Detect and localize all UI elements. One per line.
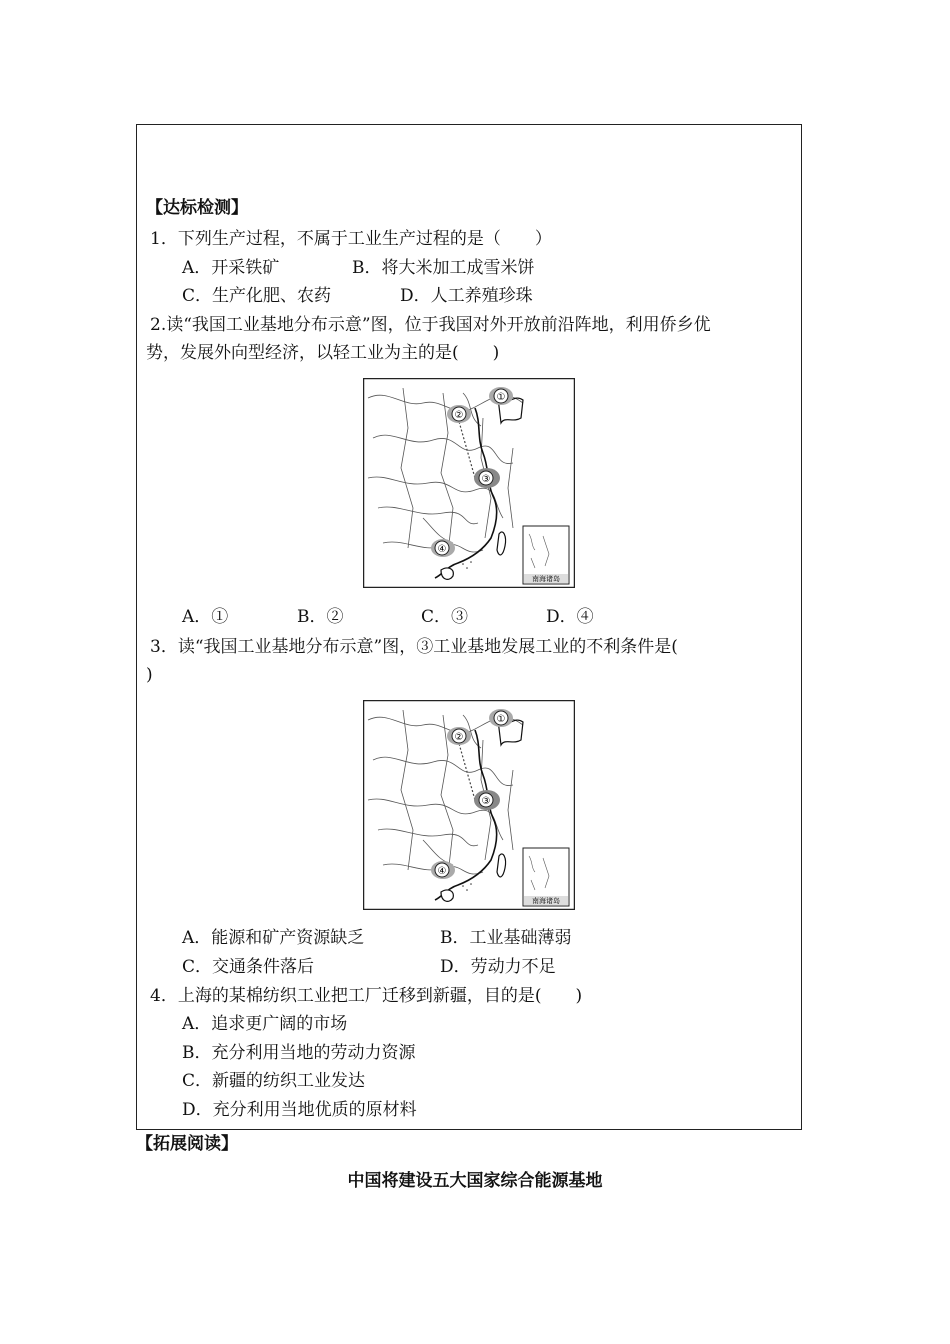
marker-4: ④: [437, 866, 447, 877]
q4-stem: 4．上海的某棉纺织工业把工厂迁移到新疆，目的是( ): [150, 986, 583, 1006]
q1-option-a: A．开采铁矿: [182, 258, 280, 278]
inset-label: 南海诸岛: [532, 575, 560, 583]
marker-1: ①: [496, 714, 506, 725]
q1-option-b: B．将大米加工成雪米饼: [352, 258, 535, 278]
extended-reading-title: 【拓展阅读】: [136, 1134, 238, 1154]
china-industrial-base-map-1: [363, 378, 575, 588]
article-title: 中国将建设五大国家综合能源基地: [347, 1171, 603, 1191]
marker-3: ③: [481, 474, 491, 485]
china-industrial-base-map-2: [363, 700, 575, 910]
marker-1: ①: [496, 392, 506, 403]
marker-2: ②: [454, 410, 464, 421]
q3-option-d: D．劳动力不足: [440, 957, 556, 977]
marker-3: ③: [481, 796, 491, 807]
q3-option-b: B．工业基础薄弱: [440, 928, 572, 948]
q4-option-d: D．充分利用当地优质的原材料: [182, 1100, 417, 1120]
q3-option-a: A．能源和矿产资源缺乏: [182, 928, 365, 948]
q4-option-b: B．充分利用当地的劳动力资源: [182, 1043, 416, 1063]
q2-option-b: B．②: [297, 607, 344, 627]
q3-option-c: C．交通条件落后: [182, 957, 315, 977]
marker-2: ②: [454, 732, 464, 743]
q1-option-c: C．生产化肥、农药: [182, 286, 332, 306]
q2-stem-line1: 2.读“我国工业基地分布示意”图，位于我国对外开放前沿阵地，利用侨乡优: [150, 315, 711, 335]
q4-option-c: C．新疆的纺织工业发达: [182, 1071, 366, 1091]
q2-option-a: A．①: [182, 607, 229, 627]
inset-label: 南海诸岛: [532, 897, 560, 905]
q3-stem-line1: 3．读“我国工业基地分布示意”图，③工业基地发展工业的不利条件是(: [150, 637, 678, 657]
q1-stem: 1．下列生产过程，不属于工业生产过程的是（ ）: [150, 229, 552, 249]
marker-4: ④: [437, 544, 447, 555]
q2-stem-line2: 势，发展外向型经济，以轻工业为主的是( ): [146, 343, 500, 363]
q4-option-a: A．追求更广阔的市场: [182, 1014, 348, 1034]
q3-stem-line2: ): [146, 665, 153, 685]
q2-option-c: C．③: [421, 607, 469, 627]
section-title: 【达标检测】: [146, 198, 248, 218]
q1-option-d: D．人工养殖珍珠: [400, 286, 533, 306]
q2-option-d: D．④: [546, 607, 594, 627]
